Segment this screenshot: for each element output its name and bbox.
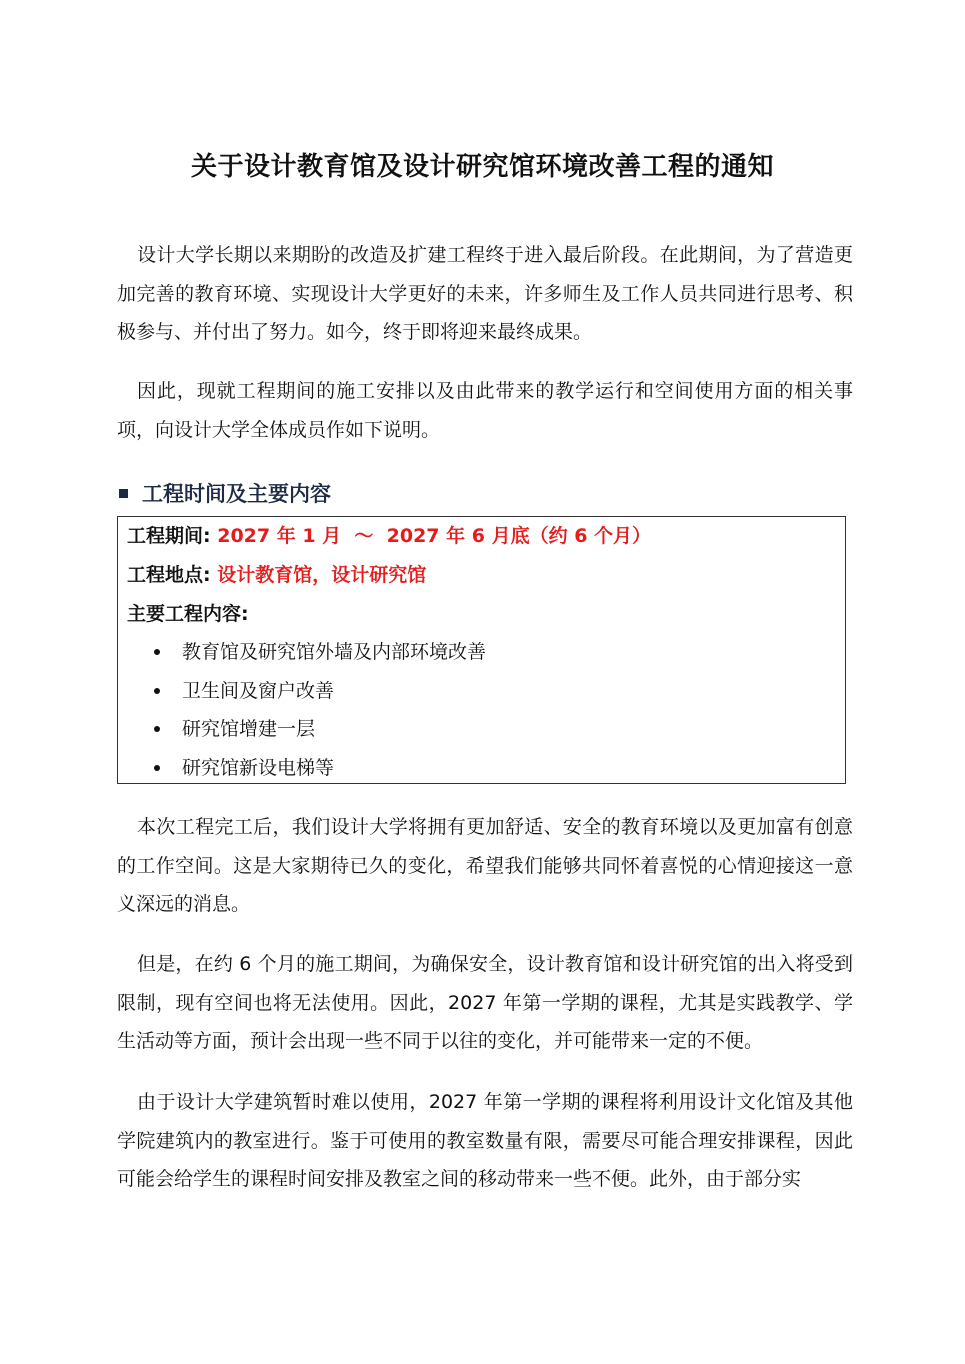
bullet-dot-icon: [154, 688, 160, 694]
bullet-dot-icon: [154, 726, 160, 732]
project-location-value: 设计教育馆，设计研究馆: [217, 564, 427, 586]
bullet-dot-icon: [154, 765, 160, 771]
project-period-row: [127, 521, 651, 548]
list-item: [154, 672, 486, 711]
section-heading: [117, 478, 331, 508]
body-paragraph-2: 但是，在约 6 个月的施工期间，为确保安全，设计教育馆和设计研究馆的出入将受到限制，现有空间也将无法使用。因此，2027 年第一学期的课程，尤其是实践教学、学生活动等方面，预计会出现一些不同于以往的变化，并可能带来一定的不便。: [117, 953, 853, 1052]
project-info-box: [117, 516, 846, 784]
project-period-value: 2027 年 1 月 ～ 2027 年 6 月底（约 6 个月）: [217, 525, 652, 547]
body-paragraph-3: 由于设计大学建筑暂时难以使用，2027 年第一学期的课程将利用设计文化馆及其他学院建筑内的教室进行。鉴于可使用的教室数量有限，需要尽可能合理安排课程，因此可能会给学生的课程时间安排及教室之间的移动带来一些不便。此外，由于部分实: [117, 1091, 853, 1190]
section-heading-text: 工程时间及主要内容: [142, 482, 331, 506]
project-content-label: 主要工程内容:: [127, 603, 249, 625]
project-location-label: 工程地点:: [127, 564, 211, 586]
list-item-text: 教育馆及研究馆外墙及内部环境改善: [182, 641, 487, 663]
intro-paragraph-2: 因此，现就工程期间的施工安排以及由此带来的教学运行和空间使用方面的相关事项，向设计大学全体成员作如下说明。: [117, 380, 853, 441]
intro-paragraph-1: 设计大学长期以来期盼的改造及扩建工程终于进入最后阶段。在此期间，为了营造更加完善的教育环境、实现设计大学更好的未来，许多师生及工作人员共同进行思考、积极参与、并付出了努力。如今，终于即将迎来最终成果。: [117, 244, 853, 343]
project-location-row: [127, 560, 426, 587]
body-paragraph-1: 本次工程完工后，我们设计大学将拥有更加舒适、安全的教育环境以及更加富有创意的工作空间。这是大家期待已久的变化，希望我们能够共同怀着喜悦的心情迎接这一意义深远的消息。: [117, 816, 853, 915]
list-item: [154, 749, 486, 788]
list-item-text: 研究馆新设电梯等: [182, 756, 335, 779]
list-item: [154, 633, 486, 672]
list-item: [154, 710, 486, 749]
project-content-list: [154, 633, 486, 787]
list-item-text: 卫生间及窗户改善: [182, 679, 335, 702]
project-period-label: 工程期间:: [127, 525, 211, 547]
list-item-text: 研究馆增建一层: [182, 718, 316, 740]
bullet-dot-icon: [154, 649, 160, 655]
square-bullet-icon: [119, 489, 128, 498]
document-title: 关于设计教育馆及设计研究馆环境改善工程的通知: [190, 152, 774, 182]
